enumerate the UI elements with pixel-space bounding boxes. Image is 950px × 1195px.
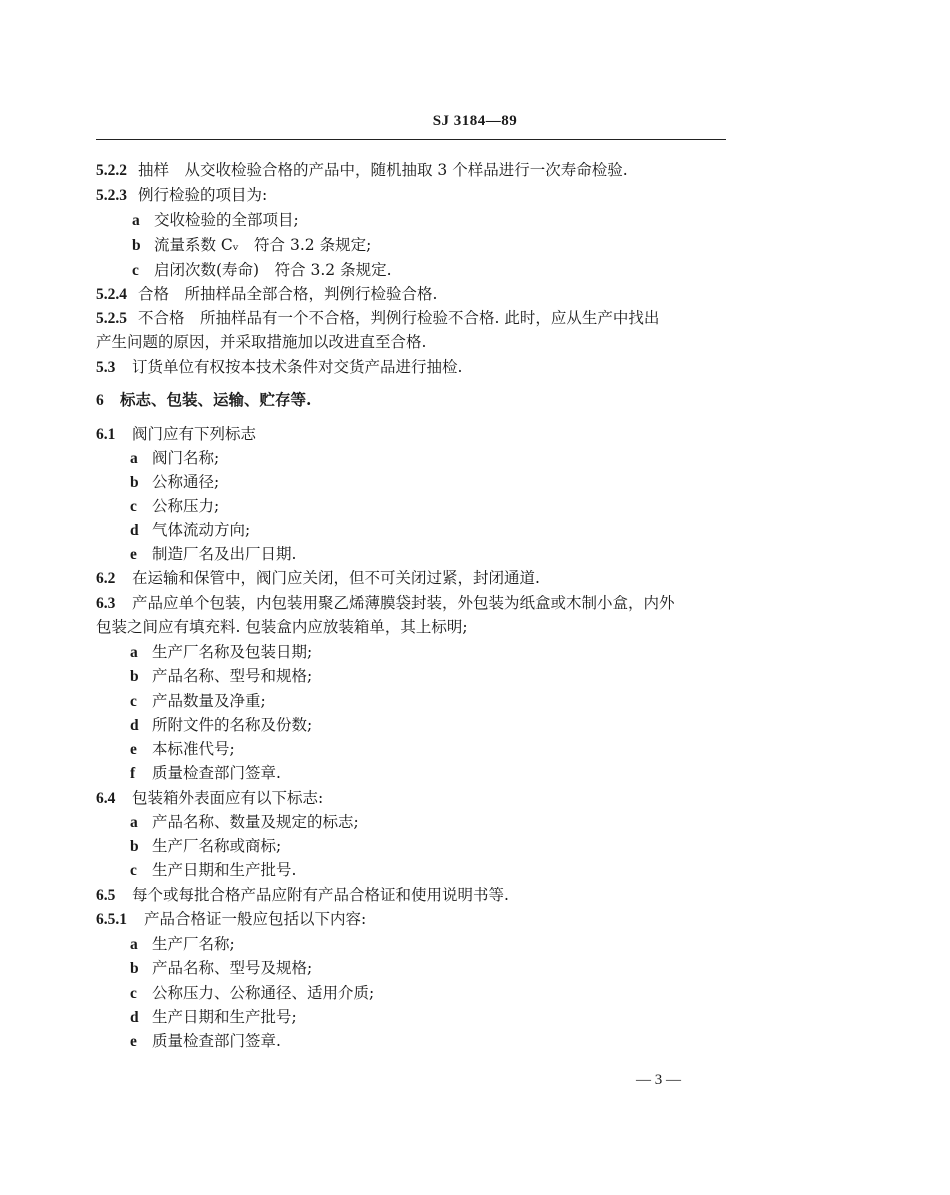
clause-text: 抽样 从交收检验合格的产品中，随机抽取 3 个样品进行一次寿命检验.	[138, 161, 628, 179]
item-letter: d	[130, 522, 139, 539]
item-letter: a	[130, 450, 138, 467]
list-item	[132, 235, 371, 256]
item-letter: c	[130, 985, 137, 1002]
list-item	[130, 691, 266, 712]
item-text: 公称压力;	[152, 497, 220, 515]
item-letter: b	[130, 960, 139, 977]
item-letter: b	[130, 838, 139, 855]
clause-text: 产品应单个包装，内包装用聚乙烯薄膜袋封装，外包装为纸盒或木制小盒，内外	[132, 594, 675, 612]
clause-text: 阀门应有下列标志	[132, 425, 257, 443]
clause-number: 6.1	[96, 426, 116, 443]
clause-text: 例行检验的项目为:	[138, 186, 268, 204]
item-text: 生产厂名称;	[152, 935, 235, 953]
item-letter: e	[130, 546, 137, 563]
standard-code-header: SJ 3184—89	[432, 113, 518, 129]
item-text: 质量检查部门签章.	[152, 764, 281, 782]
clause-6-5	[96, 885, 509, 906]
list-item	[130, 812, 359, 833]
item-letter: c	[130, 498, 137, 515]
clause-text: 包装箱外表面应有以下标志:	[132, 789, 324, 807]
item-text: 产品名称、数量及规定的标志;	[152, 813, 359, 831]
clause-5-2-2	[96, 160, 628, 181]
item-letter: b	[130, 668, 139, 685]
list-item	[130, 983, 374, 1004]
item-letter: c	[130, 693, 137, 710]
item-text: 流量系数 Cᵥ 符合 3.2 条规定;	[154, 236, 372, 254]
item-text: 产品名称、型号及规格;	[152, 959, 313, 977]
item-letter: d	[130, 1009, 139, 1026]
clause-number: 5.2.2	[96, 162, 127, 179]
list-item	[130, 739, 235, 760]
list-item	[130, 520, 250, 541]
list-item	[130, 496, 219, 517]
clause-5-2-4	[96, 284, 437, 305]
item-text: 生产日期和生产批号;	[152, 1008, 297, 1026]
item-text: 交收检验的全部项目;	[154, 211, 299, 229]
item-text: 产品名称、型号和规格;	[152, 667, 313, 685]
list-item	[130, 715, 312, 736]
clause-5-3	[96, 357, 462, 378]
clause-number: 5.3	[96, 359, 116, 376]
clause-text: 不合格 所抽样品有一个不合格，判例行检验不合格. 此时，应从生产中找出	[138, 309, 660, 327]
clause-6-1	[96, 424, 256, 445]
item-letter: a	[130, 644, 138, 661]
clause-5-2-3	[96, 185, 267, 206]
item-text: 公称通径;	[152, 473, 220, 491]
item-text: 启闭次数(寿命) 符合 3.2 条规定.	[154, 261, 392, 279]
item-text: 质量检查部门签章.	[152, 1032, 281, 1050]
clause-number: 6.5.1	[96, 911, 127, 928]
item-letter: c	[130, 862, 137, 879]
clause-6-5-1	[96, 909, 366, 930]
clause-number: 6.4	[96, 790, 116, 807]
item-text: 生产厂名称或商标;	[152, 837, 282, 855]
item-letter: e	[130, 1033, 137, 1050]
clause-text: 在运输和保管中，阀门应关闭，但不可关闭过紧，封闭通道.	[132, 569, 540, 587]
item-text: 公称压力、公称通径、适用介质;	[152, 984, 375, 1002]
clause-text: 产品合格证一般应包括以下内容:	[144, 910, 367, 928]
list-item	[130, 448, 219, 469]
page-number: — 3 —	[636, 1072, 681, 1088]
list-item	[132, 260, 392, 281]
item-letter: e	[130, 741, 137, 758]
list-item	[130, 666, 312, 687]
clause-number: 5.2.4	[96, 286, 127, 303]
list-item	[132, 210, 299, 231]
list-item	[130, 1031, 281, 1052]
clause-5-2-5-continuation: 产生问题的原因，并采取措施加以改进直至合格.	[96, 333, 427, 351]
item-letter: a	[130, 814, 138, 831]
list-item	[130, 642, 312, 663]
clause-6-4	[96, 788, 323, 809]
clause-number: 6.3	[96, 595, 116, 612]
list-item	[130, 958, 312, 979]
list-item	[130, 836, 281, 857]
list-item	[130, 472, 219, 493]
section-title: 标志、包装、运输、贮存等.	[120, 390, 312, 409]
item-letter: c	[132, 262, 139, 279]
clause-text: 合格 所抽样品全部合格，判例行检验合格.	[138, 285, 438, 303]
item-letter: a	[132, 212, 140, 229]
clause-number: 6.2	[96, 570, 116, 587]
item-text: 制造厂名及出厂日期.	[152, 545, 297, 563]
list-item	[130, 860, 296, 881]
item-text: 产品数量及净重;	[152, 692, 266, 710]
clause-text: 每个或每批合格产品应附有产品合格证和使用说明书等.	[132, 886, 509, 904]
item-letter: b	[130, 474, 139, 491]
clause-number: 6.5	[96, 887, 116, 904]
list-item	[130, 763, 281, 784]
clause-6-2	[96, 568, 540, 589]
item-letter: a	[130, 936, 138, 953]
clause-text: 订货单位有权按本技术条件对交货产品进行抽检.	[132, 358, 463, 376]
list-item	[130, 934, 235, 955]
clause-6-3-continuation: 包装之间应有填充料. 包装盒内应放装箱单，其上标明;	[96, 618, 468, 636]
header-rule	[96, 139, 726, 140]
item-letter: f	[130, 765, 136, 782]
list-item	[130, 1007, 297, 1028]
clause-number: 5.2.5	[96, 310, 127, 327]
item-text: 所附文件的名称及份数;	[152, 716, 313, 734]
item-text: 气体流动方向;	[152, 521, 251, 539]
section-6-heading	[96, 390, 311, 411]
item-letter: b	[132, 237, 141, 254]
item-letter: d	[130, 717, 139, 734]
item-text: 生产日期和生产批号.	[152, 861, 297, 879]
section-number: 6	[96, 392, 104, 409]
item-text: 本标准代号;	[152, 740, 235, 758]
item-text: 阀门名称;	[152, 449, 220, 467]
list-item	[130, 544, 296, 565]
clause-number: 5.2.3	[96, 187, 127, 204]
clause-6-3	[96, 593, 675, 614]
item-text: 生产厂名称及包装日期;	[152, 643, 313, 661]
clause-5-2-5	[96, 308, 659, 329]
